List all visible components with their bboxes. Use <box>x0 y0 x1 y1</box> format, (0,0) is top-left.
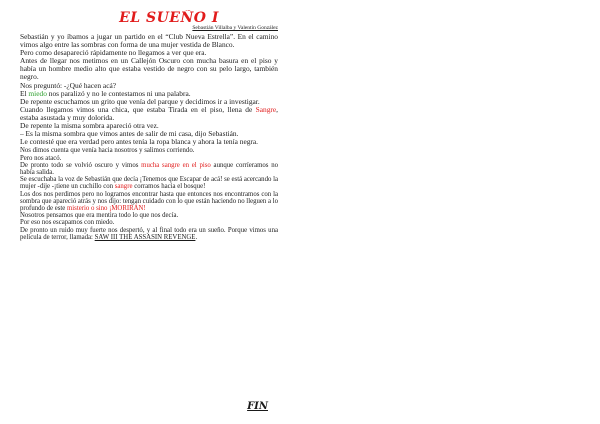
paragraph: Cuando llegamos vimos una chica, que estaba Tirada en el piso, llena de Sangre, estaba asustada y muy dolorida. <box>20 104 278 122</box>
highlight-word: miedo <box>28 88 47 98</box>
paragraph: Le contesté que era verdad pero antes tenía la ropa blanca y ahora la tenía negra. <box>20 137 259 147</box>
story-title: EL SUEÑO I <box>119 10 219 26</box>
paragraph: El miedo nos paralizó y no le contestamos ni una palabra. <box>20 88 191 98</box>
paragraph: Por eso nos escapamos con miedo. <box>20 219 115 227</box>
paragraph: Pero nos atacó. <box>20 154 62 162</box>
paragraph: De pronto un ruido muy fuerte nos despertó, y al final todo era un sueño. Porque vimos una película de terror, llamada: SAW III THE ASSASIN REVENGE. <box>20 226 278 241</box>
paragraph: Nos preguntó: -¿Qué hacen acá? <box>20 80 117 90</box>
highlight-word: sangre <box>114 183 133 191</box>
highlight-phrase: mucha sangre en el piso <box>141 161 211 169</box>
highlight-phrase: misterio o sino ¡MORIRÁN! <box>67 204 146 212</box>
paragraph: De repente escuchamos un grito que venía del parque y decidimos ir a investigar. <box>20 96 260 106</box>
end-label: FIN <box>247 401 268 412</box>
highlight-word: Sangre <box>255 104 277 114</box>
paragraph: Pero como desapareció rápidamente no llegamos a ver que era. <box>20 48 207 58</box>
story-part-two <box>20 147 278 241</box>
paragraph: Nos dimos cuenta que venía hacia nosotros y salimos corriendo. <box>20 147 195 155</box>
authors-byline: Sebastián Villalba y Valentín González <box>192 25 278 31</box>
paragraph: Nosotros pensamos que era mentira todo lo que nos decía. <box>20 212 179 220</box>
paragraph: Sebastián y yo íbamos a jugar un partido en el “Club Nueva Estrella”. En el camino vimos algo entre las sombras con forma de una mujer vestida de Blanco. <box>20 32 278 50</box>
paragraph: Antes de llegar nos metimos en un Callejón Oscuro con mucha basura en el piso y había un hombre medio alto que estaba vestido de negro con su pelo largo, también negro. <box>20 56 278 82</box>
movie-title: SAW III THE ASSASIN REVENGE <box>94 233 196 241</box>
paragraph: – Es la misma sombra que vimos antes de salir de mi casa, dijo Sebastián. <box>20 129 239 139</box>
paragraph: Los dos nos perdimos pero no logramos encontrar hasta que entonces nos encontramos con la sombra que apareció atrás y nos dijo: tengan cuidado con lo que están haciendo no lleguen a lo profundo de este misterio o sino ¡MORIRÁN! <box>20 190 278 212</box>
document-page <box>20 10 278 414</box>
paragraph: De pronto todo se volvió oscuro y vimos mucha sangre en el piso aunque corríeramos no había salida. <box>20 161 278 176</box>
paragraph: Se escuchaba la voz de Sebastián que decía ¡Tenemos que Escapar de acá! se está acercando la mujer -dije -¡tiene un cuchillo con sangre corramos hacia el bosque! <box>20 176 278 191</box>
story-part-one <box>20 33 278 146</box>
paragraph: De repente la misma sombra apareció otra vez. <box>20 121 159 131</box>
